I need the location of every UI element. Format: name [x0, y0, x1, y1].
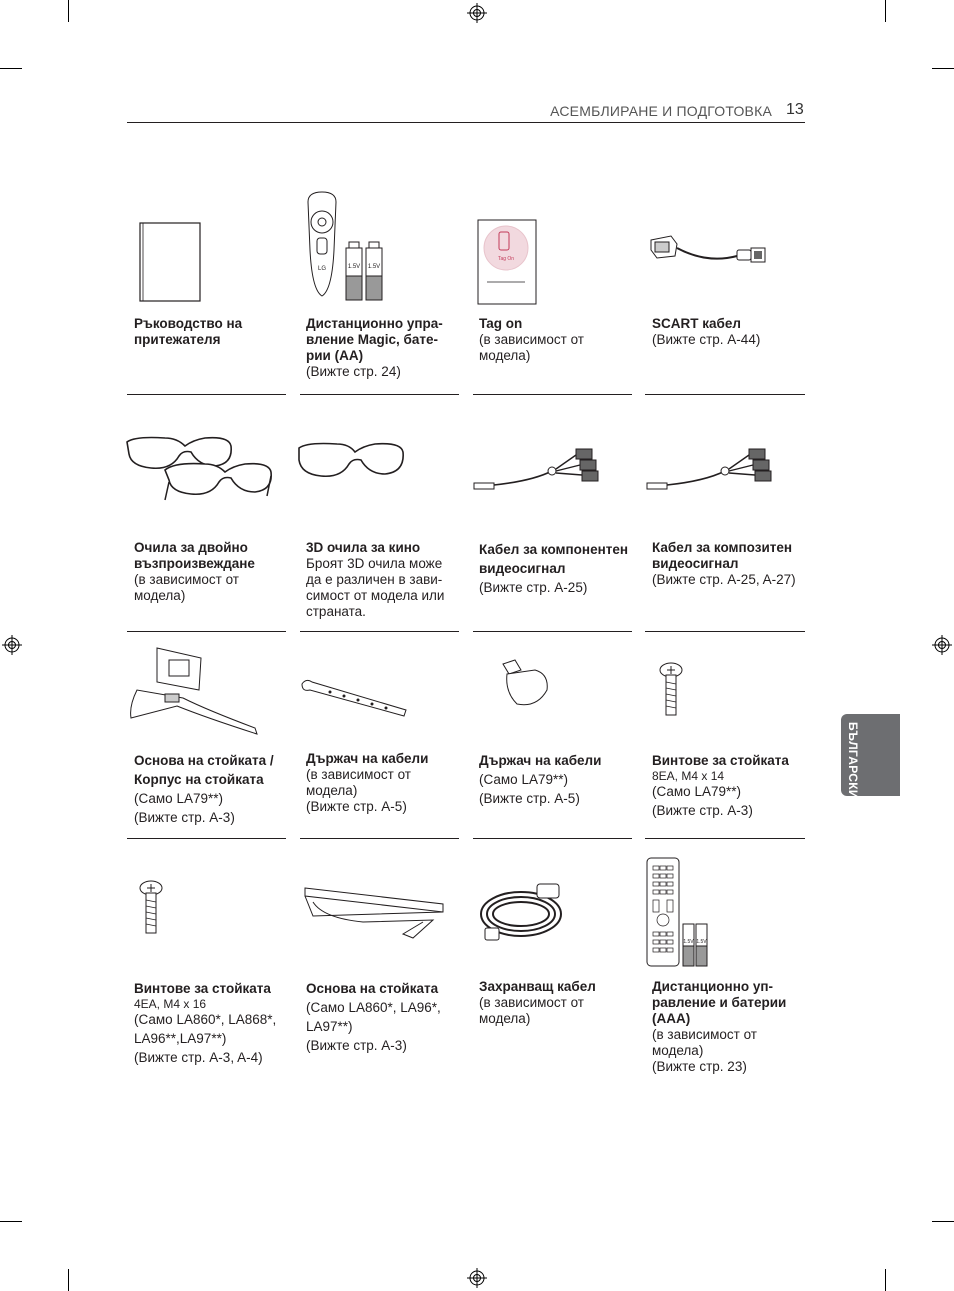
composite-cable-icon: [645, 445, 785, 495]
item-tag-on: [479, 316, 629, 364]
divider: [127, 394, 286, 395]
section-title: АСЕМБЛИРАНЕ И ПОДГОТОВКА: [550, 103, 772, 119]
stand-base-bar-icon: [303, 882, 453, 942]
item-stand-base-body: [134, 751, 284, 827]
item-title: SCART кабел: [652, 316, 741, 331]
crop-mark: [932, 1221, 954, 1222]
item-title: Държач на кабели: [479, 753, 602, 768]
item-title: Дистанционно упра-вление Magic, бате-рии (AA): [306, 316, 443, 363]
divider: [127, 838, 286, 839]
item-note: (Само LA860*, LA868*, LA96**,LA97**): [134, 1012, 277, 1046]
item-note: (Вижте стр. A-3, A-4): [134, 1050, 263, 1065]
item-power-cord: [479, 979, 629, 1027]
item-note: (Вижте стр. A-3): [652, 803, 753, 818]
item-magic-remote: [306, 316, 456, 380]
divider: [300, 838, 459, 839]
crop-mark: [68, 1269, 69, 1291]
scart-cable-icon: [647, 234, 777, 274]
item-cable-holder-clip: [479, 751, 629, 808]
crop-mark: [0, 68, 22, 69]
divider: [473, 394, 632, 395]
registration-mark-icon: [467, 1268, 487, 1288]
item-component-cable: [479, 540, 629, 597]
tag-label: Tag On: [497, 256, 515, 262]
item-note: (Само LA79**): [479, 772, 568, 787]
stand-screw-icon: [657, 660, 687, 718]
page-number: 13: [786, 101, 804, 118]
item-note: (в зависимост от модела): [134, 572, 239, 603]
crop-mark: [932, 68, 954, 69]
item-note: (Вижте стр. A-5): [479, 791, 580, 806]
crop-mark: [0, 1221, 22, 1222]
item-title: Основа на стойката / Корпус на стойката: [134, 753, 274, 787]
battery-label: 1.5V: [683, 939, 694, 945]
item-note: (Вижте стр. A-3): [134, 810, 235, 825]
item-scart-cable: [652, 316, 802, 348]
item-note: (Вижте стр. A-3): [306, 1038, 407, 1053]
divider: [127, 631, 286, 632]
remote-logo: LG: [317, 266, 327, 272]
item-note: (Вижте стр. A-5): [306, 799, 407, 814]
item-note: (Само LA79**): [134, 791, 223, 806]
divider: [645, 631, 805, 632]
crop-mark: [885, 0, 886, 22]
divider: [300, 394, 459, 395]
item-note: Броят 3D очила може да е различен в зави-симост от модела или страната.: [306, 556, 445, 619]
divider: [645, 838, 805, 839]
item-note: (в зависимост от модела): [479, 332, 584, 363]
item-stand-base: [306, 979, 456, 1055]
dual-play-glasses-icon: [125, 432, 275, 507]
item-title: Държач на кабели: [306, 751, 429, 766]
item-title: Ръководство на притежателя: [134, 316, 243, 347]
item-owner-manual: [134, 316, 284, 348]
crop-mark: [68, 0, 69, 22]
item-note: (в зависимост от модела): [652, 1027, 757, 1058]
item-remote-batteries: [652, 979, 802, 1075]
battery-label: 1.5V: [696, 939, 707, 945]
item-title: Дистанционно уп-равление и батерии (AAA): [652, 979, 787, 1026]
manual-book-icon: [135, 218, 205, 303]
stand-screw-icon: [137, 878, 167, 936]
item-stand-screws-14: [652, 751, 802, 820]
item-title: Очила за двойно възпроизвеждане: [134, 540, 255, 571]
language-tab-label: БЪЛГАРСКИ: [846, 722, 860, 799]
item-title: Кабел за компонентен видеосигнал: [479, 542, 629, 576]
item-note: (Вижте стр. 24): [306, 364, 401, 379]
crop-mark: [885, 1269, 886, 1291]
battery-label: 1.5V: [347, 264, 361, 270]
divider: [473, 838, 632, 839]
item-title: 3D очила за кино: [306, 540, 421, 555]
component-cable-icon: [472, 445, 612, 495]
cinema-3d-glasses-icon: [297, 438, 407, 483]
item-stand-screws-16: [134, 979, 284, 1067]
item-note: (Вижте стр. 23): [652, 1059, 747, 1074]
item-composite-cable: [652, 540, 802, 588]
item-title: Tag on: [479, 316, 523, 331]
item-note: (Само LA79**): [652, 784, 741, 799]
tag-on-card-icon: [477, 218, 539, 306]
item-dual-play-glasses: [134, 540, 284, 604]
battery-label: 1.5V: [367, 264, 381, 270]
language-tab: [841, 714, 900, 799]
item-3d-glasses: [306, 540, 456, 620]
item-title: Основа на стойката: [306, 981, 439, 996]
cable-holder-clip-icon: [495, 660, 555, 710]
item-title: Кабел за композитен видеосигнал: [652, 540, 793, 571]
item-spec: 8EA, M4 x 14: [652, 769, 725, 783]
magic-remote-icon: [300, 190, 390, 305]
divider: [300, 631, 459, 632]
divider: [473, 631, 632, 632]
item-note: (Вижте стр. A-25, A-27): [652, 572, 796, 587]
item-note: (в зависимост от модела): [479, 995, 584, 1026]
item-spec: 4EA, M4 x 16: [134, 997, 207, 1011]
item-cable-holder: [306, 751, 456, 815]
registration-mark-icon: [932, 635, 952, 655]
item-note: (Само LA860*, LA96*, LA97**): [306, 1000, 441, 1034]
power-cord-icon: [477, 882, 572, 947]
item-title: Винтове за стойката: [652, 753, 789, 768]
divider: [645, 394, 805, 395]
stand-base-body-icon: [127, 646, 267, 736]
item-title: Винтове за стойката: [134, 981, 271, 996]
cable-holder-strap-icon: [300, 676, 412, 716]
item-title: Захранващ кабел: [479, 979, 596, 994]
item-note: (Вижте стр. A-44): [652, 332, 761, 347]
item-note: (Вижте стр. A-25): [479, 580, 588, 595]
remote-control-icon: [645, 854, 715, 969]
item-note: (в зависимост от модела): [306, 767, 411, 798]
registration-mark-icon: [467, 3, 487, 23]
header-rule: [127, 122, 805, 123]
registration-mark-icon: [2, 635, 22, 655]
